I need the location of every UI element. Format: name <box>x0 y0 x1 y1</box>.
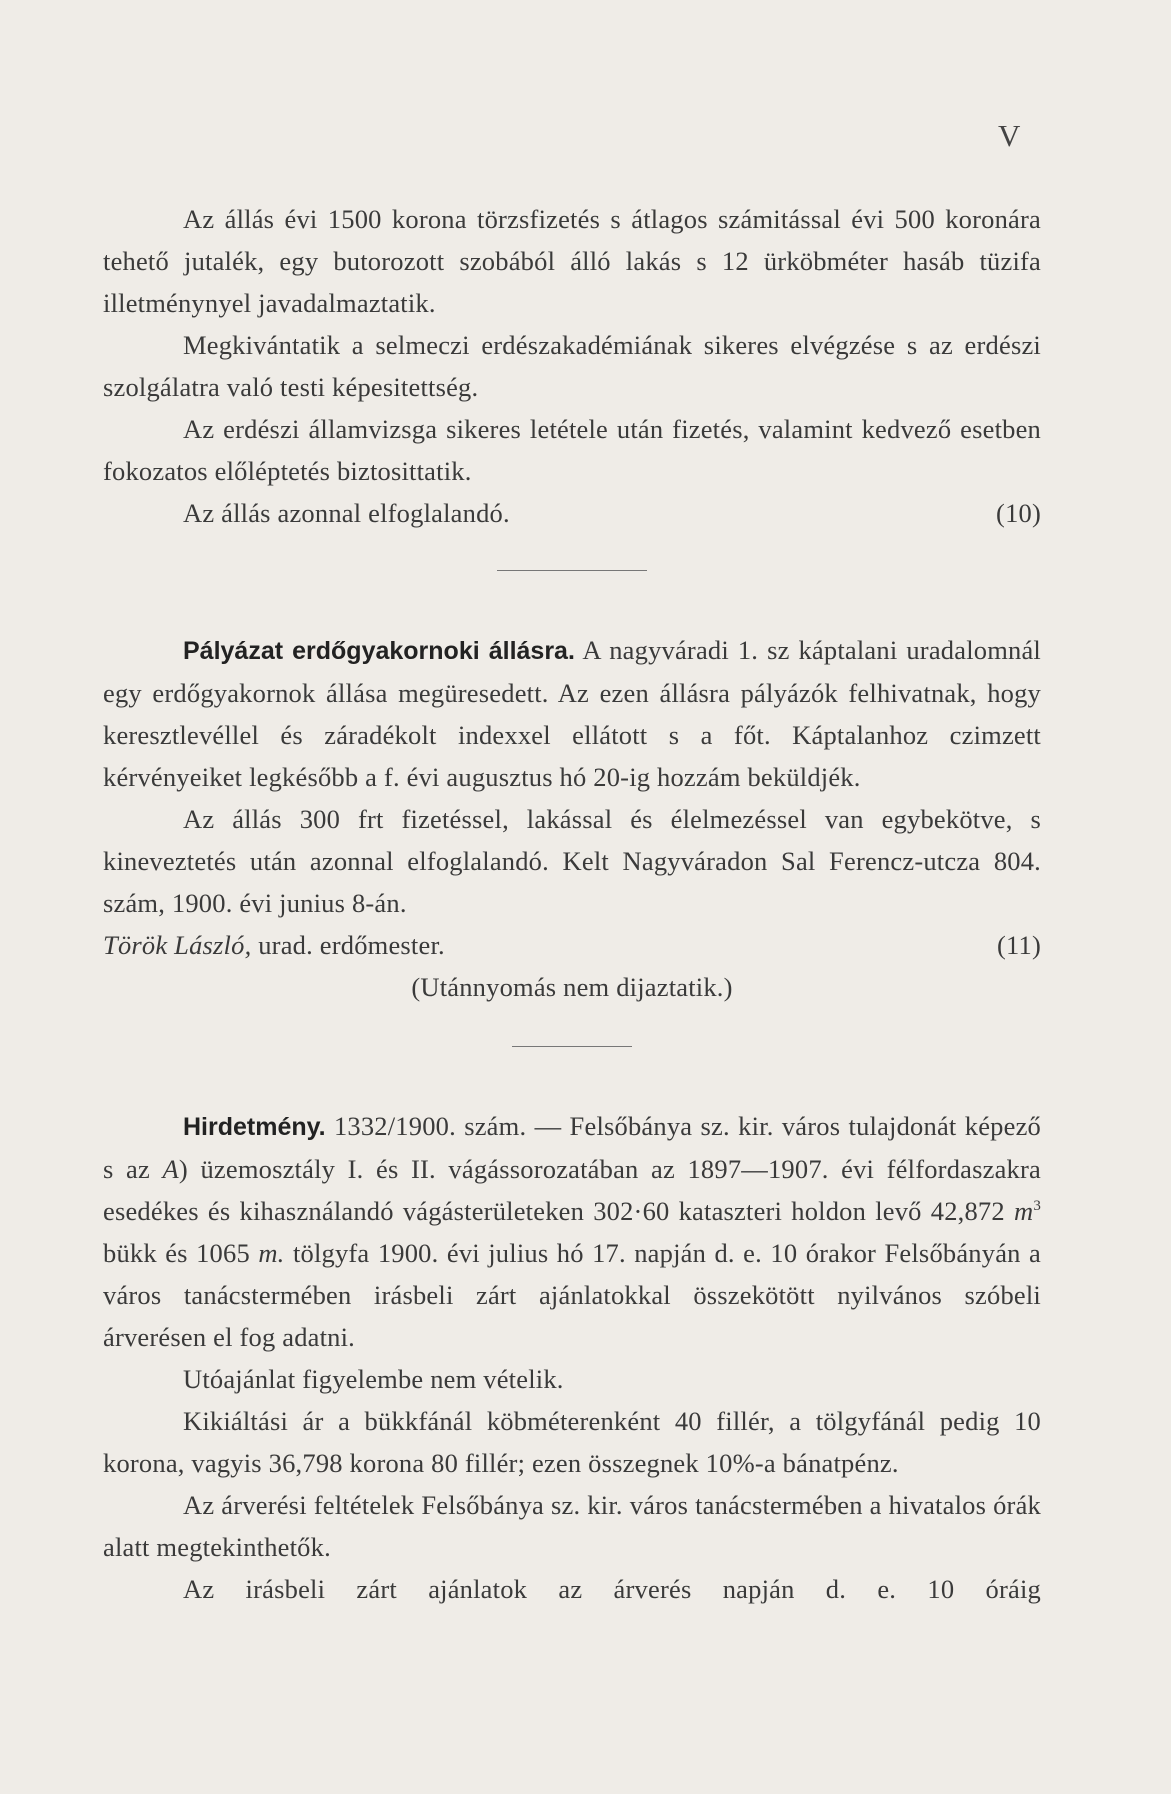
s3-p1-c: bükk és 1065 <box>103 1238 250 1268</box>
s3-unit-m2: m. <box>258 1238 285 1268</box>
s2-signature-name: Török László, <box>103 930 252 960</box>
s2-paragraph-1 <box>103 629 1041 798</box>
s3-paragraph-3: Kikiáltási ár a bükkfánál köbméterenként 40 fillér, a tölgyfánál pedig 10 korona, vagyis 36,798 korona 80 fillér; ezen összegnek 10%-a bánatpénz. <box>103 1406 1041 1478</box>
s3-p1-italic: A <box>162 1154 179 1184</box>
s3-paragraph-4: Az árverési feltételek Felsőbánya sz. kir. város tanácstermében a hivatalos órák alatt megtekinthetők. <box>103 1490 1041 1562</box>
text-column <box>103 198 1041 1610</box>
s2-signature-line <box>103 924 1041 966</box>
s3-paragraph-2: Utóajánlat figyelembe nem vételik. <box>183 1364 564 1394</box>
s1-paragraph-4 <box>103 492 1041 534</box>
s2-note: (Utánnyomás nem dijaztatik.) <box>411 972 733 1002</box>
s3-p1-d: tölgyfa 1900. évi julius hó 17. napján d. e. 10 órakor Felsőbányán a város tanácstermében irásbeli zárt ajánlatokkal összekötött nyilvános szóbeli árverésen el fog adatni. <box>103 1238 1041 1352</box>
s2-paragraph-1-text: A nagyváradi 1. sz káptalani uradalomnál egy erdőgyakornok állása megüresedett. Az ezen állásra pályázók felhivatnak, hogy keresztlevéllel és záradékolt indexxel ellátott s a főt. Káptalanhoz czimzett kérvényeiket legkésőbb a f. évi augusztus hó 20-ig hozzám beküldjék. <box>103 635 1041 792</box>
s3-unit-m: m <box>1013 1196 1034 1226</box>
s3-p1-b: ) üzemosztály I. és II. vágássorozatában az 1897—1907. évi félfordaszakra esedékes és kihasználandó vágásterületeken 302·60 kataszteri holdon levő 42,872 <box>103 1154 1041 1226</box>
s1-paragraph-1: Az állás évi 1500 korona törzsfizetés s átlagos számitással évi 500 koronára tehető jutalék, egy butorozott szobából álló lakás s 12 ürköbméter hasáb tüzifa illetménynyel javadalmaztatik. <box>103 204 1041 318</box>
divider <box>512 1046 632 1047</box>
s2-paragraph-2: Az állás 300 frt fizetéssel, lakással és élelmezéssel van egybekötve, s kineveztetés után azonnal elfoglalandó. Kelt Nagyváradon Sal Ferencz-utcza 804. szám, 1900. évi junius 8-án. <box>103 804 1041 918</box>
s1-item-number: (10) <box>996 498 1041 528</box>
s1-paragraph-2: Megkivántatik a selmeczi erdészakadémiának sikeres elvégzése s az erdészi szolgálatra való testi képesitettség. <box>103 330 1041 402</box>
s3-p1-a: 1332/1900. szám. — Felsőbánya sz. kir. város tulajdonát képező s az <box>103 1111 1042 1184</box>
divider <box>497 570 647 571</box>
s1-paragraph-3: Az erdészi államvizsga sikeres letétele után fizetés, valamint kedvező esetben fokozatos előléptetés biztosittatik. <box>103 414 1041 486</box>
s3-paragraph-5: Az irásbeli zárt ajánlatok az árverés napján d. e. 10 óráig <box>183 1574 1041 1604</box>
s2-heading: Pályázat erdőgyakornoki állásra. <box>183 637 575 665</box>
s3-unit-sup: 3 <box>1033 1198 1042 1215</box>
page-number: V <box>998 118 1021 153</box>
s3-heading: Hirdetmény. <box>183 1113 326 1141</box>
s2-signature-title: urad. erdőmester. <box>258 930 445 960</box>
s3-paragraph-1 <box>103 1105 1041 1358</box>
s1-paragraph-4-text: Az állás azonnal elfoglalandó. <box>183 498 510 528</box>
s2-item-number: (11) <box>997 930 1041 960</box>
